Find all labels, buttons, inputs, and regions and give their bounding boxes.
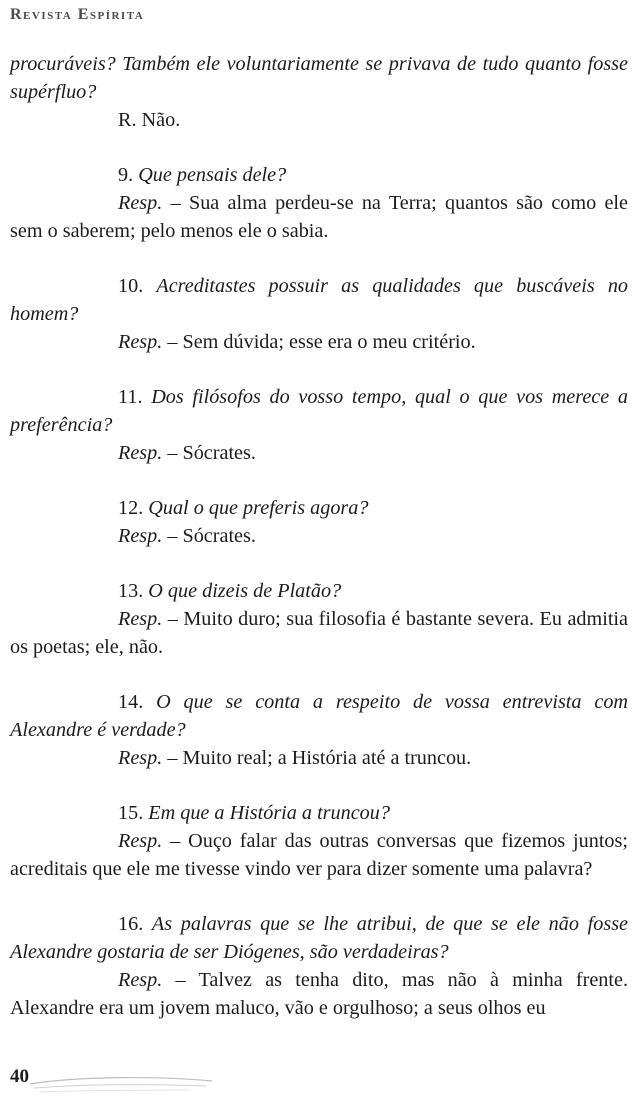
entry-13 [10, 577, 628, 661]
resp-label: Resp. [118, 969, 163, 991]
question-number: 14. [118, 691, 144, 713]
question-text: Qual o que preferis agora? [148, 497, 369, 519]
question-continuation: procuráveis? Também ele voluntariamente se privava de tudo quanto fosse supérfluo? [10, 53, 628, 103]
resp-label: Resp. [118, 747, 163, 769]
resp-label: Resp. [118, 525, 163, 547]
resp-label: Resp. [118, 331, 163, 353]
answer-text: – Talvez as tenha dito, mas não à minha frente. Alexandre era um jovem maluco, vão e orgulhoso; a seus olhos eu [10, 969, 628, 1019]
entry-14 [10, 688, 628, 772]
answer-text: R. Não. [118, 109, 181, 131]
page-body [10, 50, 628, 1022]
question-number: 11. [118, 386, 143, 408]
answer-text: – Muito real; a História até a truncou. [162, 747, 472, 769]
running-header: Revista Espírita [10, 6, 145, 23]
answer-text: – Ouço falar das outras conversas que fizemos juntos; acreditais que ele me tivesse vindo ver para dizer somente uma palavra? [10, 830, 628, 880]
entry-15 [10, 799, 628, 883]
question-number: 12. [118, 497, 144, 519]
entry-10 [10, 272, 628, 356]
entry-16 [10, 910, 628, 1022]
entry-9 [10, 161, 628, 245]
resp-label: Resp. [118, 608, 163, 630]
question-number: 10. [118, 275, 144, 297]
question-number: 15. [118, 802, 144, 824]
answer-text: – Sócrates. [162, 442, 256, 464]
question-text: Que pensais dele? [138, 164, 287, 186]
page-number: 40 [10, 1066, 29, 1087]
question-number: 9. [118, 164, 134, 186]
answer-text: – Sem dúvida; esse era o meu critério. [162, 331, 476, 353]
resp-label: Resp. [118, 442, 163, 464]
resp-label: Resp. [118, 830, 163, 852]
question-text: O que se conta a respeito de vossa entrevista com Alexandre é verdade? [10, 691, 628, 741]
question-number: 13. [118, 580, 144, 602]
question-number: 16. [118, 913, 144, 935]
question-text: O que dizeis de Platão? [148, 580, 342, 602]
entry-12 [10, 494, 628, 550]
answer-text: – Muito duro; sua filosofia é bastante severa. Eu admitia os poetas; ele, não. [10, 608, 628, 658]
decorative-swoosh [0, 1068, 220, 1098]
question-text: As palavras que se lhe atribui, de que se ele não fosse Alexandre gostaria de ser Diógenes, são verdadeiras? [10, 913, 629, 963]
entry-11 [10, 383, 628, 467]
question-text: Dos filósofos do vosso tempo, qual o que vos merece a preferência? [10, 386, 628, 436]
answer-text: – Sócrates. [162, 525, 256, 547]
question-text: Em que a História a truncou? [148, 802, 390, 824]
question-text: Acreditastes possuir as qualidades que buscáveis no homem? [10, 275, 629, 325]
answer-text: – Sua alma perdeu-se na Terra; quantos são como ele sem o saberem; pelo menos ele o sabia. [10, 192, 628, 242]
resp-label: Resp. [118, 192, 163, 214]
